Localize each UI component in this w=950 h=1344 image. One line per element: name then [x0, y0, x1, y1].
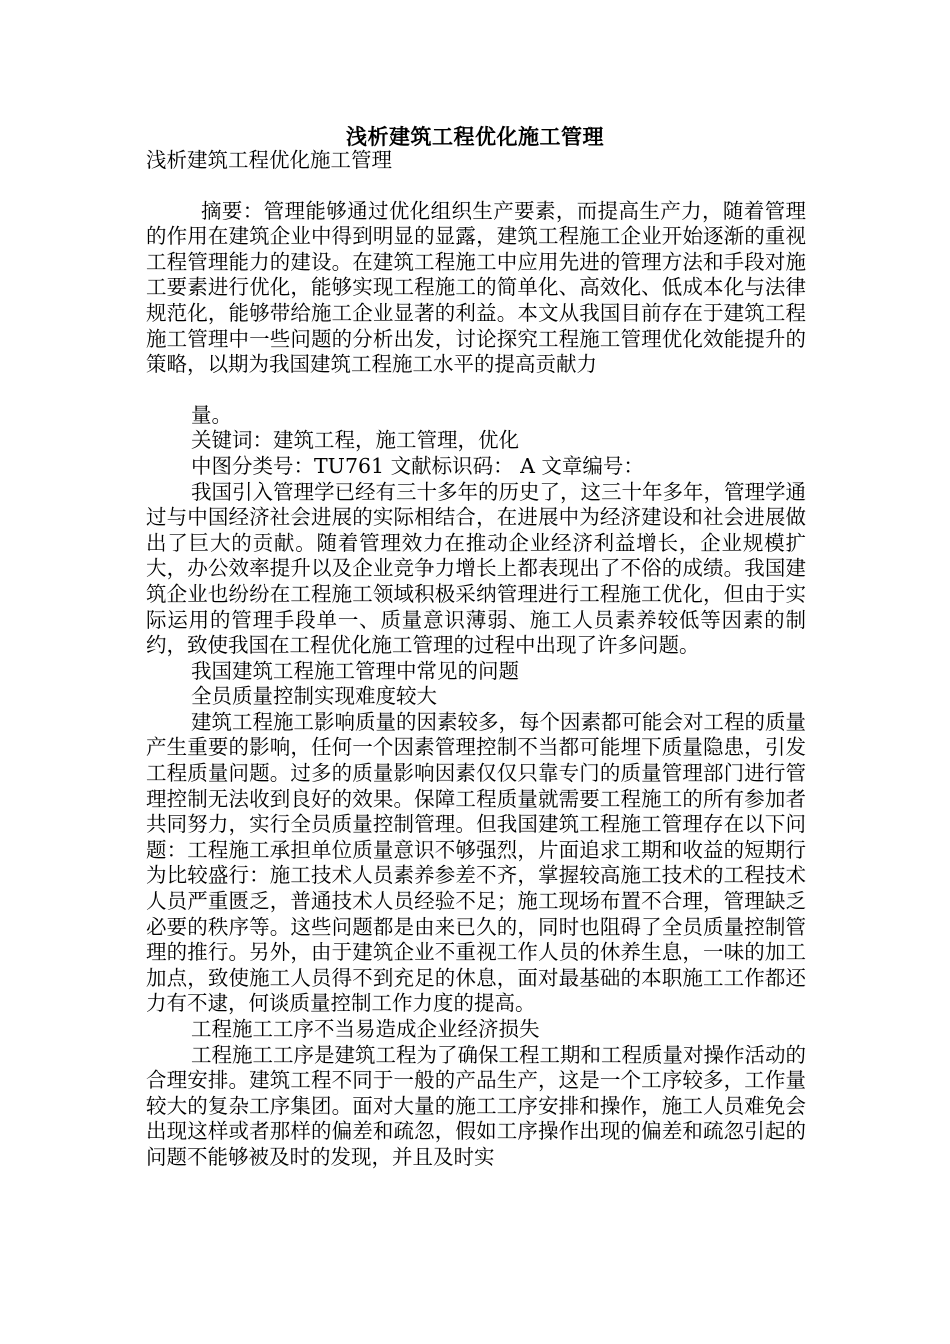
document-body — [146, 148, 806, 1171]
abstract-tail: 量。 — [191, 402, 232, 427]
abstract-paragraph: 摘要：管理能够通过优化组织生产要素，而提高生产力，随着管理的作用在建筑企业中得到明显的显露，建筑工程施工企业开始逐渐的重视工程管理能力的建设。在建筑工程施工中应用先进的管理方法和手段对施工要素进行优化，能够实现工程施工的简单化、高效化、低成本化与法律规范化，能够带给施工企业显著的利益。本文从我国目前存在于建筑工程施工管理中一些问题的分析出发，讨论探究工程施工管理优化效能提升的策略，以期为我国建筑工程施工水平的提高贡献力 — [146, 198, 806, 377]
subsection-heading: 全员质量控制实现难度较大 — [191, 684, 437, 709]
body-paragraph: 工程施工工序是建筑工程为了确保工程工期和工程质量对操作活动的合理安排。建筑工程不同于一般的产品生产，这是一个工序较多，工作量较大的复杂工序集团。面对大量的施工工序安排和操作，施工人员难免会出现这样或者那样的偏差和疏忽，假如工序操作出现的偏差和疏忽引起的问题不能够被及时的发现，并且及时实 — [146, 1042, 806, 1169]
body-paragraph: 建筑工程施工影响质量的因素较多，每个因素都可能会对工程的质量产生重要的影响，任何一个因素管理控制不当都可能埋下质量隐患，引发工程质量问题。过多的质量影响因素仅仅只靠专门的质量管理部门进行管理控制无法收到良好的效果。保障工程质量就需要工程施工的所有参加者共同努力，实行全员质量控制管理。但我国建筑工程施工管理存在以下问题：工程施工承担单位质量意识不够强烈，片面追求工期和收益的短期行为比较盛行：施工技术人员素养参差不齐，掌握较高施工技术的工程技术人员严重匮乏，普通技术人员经验不足；施工现场布置不合理，管理缺乏必要的秩序等。这些问题都是由来已久的，同时也阻碍了全员质量控制管理的推行。另外，由于建筑企业不重视工作人员的休养生息，一味的加工加点，致使施工人员得不到充足的休息，面对最基础的本职施工工作都还力有不逮，何谈质量控制工作力度的提高。 — [146, 709, 806, 1016]
subsection-heading: 工程施工工序不当易造成企业经济损失 — [191, 1017, 540, 1041]
document-title: 浅析建筑工程优化施工管理 — [346, 124, 604, 149]
classification-line: 中图分类号：TU761 文献标识码： A 文章编号： — [191, 453, 644, 478]
keywords-line: 关键词：建筑工程，施工管理，优化 — [191, 428, 519, 453]
document-subtitle: 浅析建筑工程优化施工管理 — [146, 148, 392, 172]
body-paragraph: 我国引入管理学已经有三十多年的历史了，这三十年多年，管理学通过与中国经济社会进展的实际相结合，在进展中为经济建设和社会进展做出了巨大的贡献。随着管理效力在推动企业经济利益增长，企业规模扩大，办公效率提升以及企业竞争力增长上都表现出了不俗的成绩。我国建筑企业也纷纷在工程施工领域积极采纳管理进行工程施工优化，但由于实际运用的管理手段单一、质量意识薄弱、施工人员素养较低等因素的制约，致使我国在工程优化施工管理的过程中出现了许多问题。 — [146, 479, 806, 658]
section-heading: 我国建筑工程施工管理中常见的问题 — [191, 658, 519, 683]
